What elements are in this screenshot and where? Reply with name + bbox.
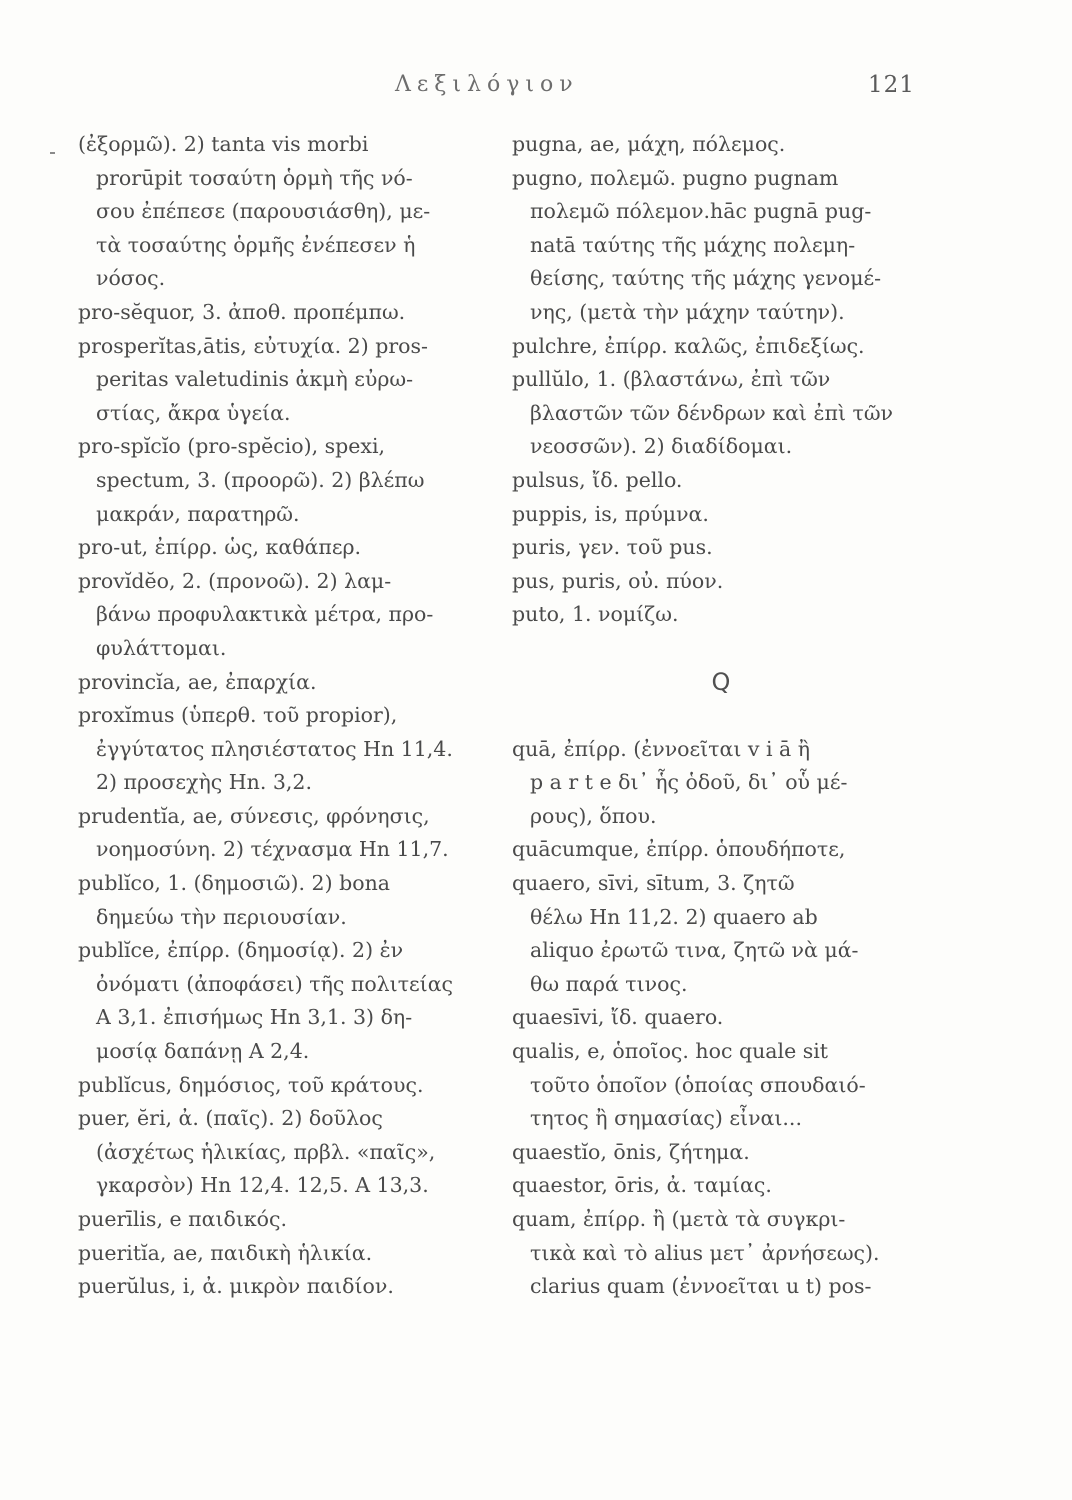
dictionary-line: τικὰ καὶ τὸ alius μετ᾽ ἀρνήσεως). [530, 1240, 880, 1265]
dictionary-line: provĭdĕo, 2. (προνοῶ). 2) λαμ- [78, 568, 392, 593]
dictionary-line: prorūpit τοσαύτη ὁρμὴ τῆς νό- [96, 165, 413, 190]
dictionary-line: prosperĭtas,ātis, εὐτυχία. 2) pros- [78, 333, 428, 358]
dictionary-line: δημεύω τὴν περιουσίαν. [96, 904, 347, 929]
dictionary-line: γκαρσὸν) Hn 12,4. 12,5. A 13,3. [96, 1173, 429, 1198]
dictionary-line: 2) προσεχὴς Hn. 3,2. [96, 770, 312, 795]
dictionary-line: quaestĭo, ōnis, ζήτημα. [512, 1139, 750, 1164]
dictionary-line: puerŭlus, i, ἀ. μικρὸν παιδίον. [78, 1274, 394, 1299]
dictionary-line: βλαστῶν τῶν δένδρων καὶ ἐπὶ τῶν [530, 400, 894, 425]
dictionary-line: A 3,1. ἐπισήμως Hn 3,1. 3) δη- [96, 1005, 413, 1030]
dictionary-line: puris, γεν. τοῦ pus. [512, 535, 713, 560]
dictionary-line: publĭce, ἐπίρρ. (δημοσίᾳ). 2) ἐν [78, 938, 404, 963]
dictionary-line: prudentĭa, ae, σύνεσις, φρόνησις, [78, 803, 430, 828]
entries-q [512, 733, 930, 1304]
section-letter-heading: Q [711, 667, 731, 696]
dictionary-line: μοσίᾳ δαπάνῃ A 2,4. [96, 1039, 310, 1064]
page-number: 121 [868, 72, 915, 98]
dictionary-line: πολεμῶ πόλεμον.hāc pugnā pug- [530, 199, 872, 224]
dictionary-line: ὀνόματι (ἀποφάσει) τῆς πολιτείας [96, 971, 454, 996]
dictionary-line: pus, puris, οὐ. πύον. [512, 568, 724, 593]
dictionary-line: θέλω Hn 11,2. 2) quaero ab [530, 904, 818, 929]
dictionary-line: τοῦτο ὁποῖον (ὁποίας σπουδαιό- [530, 1072, 866, 1097]
dictionary-line: νης, (μετὰ τὴν μάχην ταύτην). [530, 299, 845, 324]
dictionary-line: peritas valetudinis ἀκμὴ εὐρω- [96, 367, 414, 392]
dictionary-line: proxĭmus (ὑπερθ. τοῦ propior), [78, 703, 398, 728]
dictionary-line: pro-sĕquor, 3. ἀποθ. προπέμπω. [78, 299, 406, 324]
dictionary-line: ρους), ὅπου. [530, 803, 657, 828]
dictionary-line: puerīlis, e παιδικός. [78, 1207, 288, 1231]
dictionary-line: pugna, ae, μάχη, πόλεμος. [512, 132, 786, 156]
dictionary-line: quaesīvi, ἴδ. quaero. [512, 1005, 724, 1030]
dictionary-line: τητος ἢ σημασίας) εἶναι... [530, 1106, 802, 1131]
dictionary-line: publĭco, 1. (δημοσιῶ). 2) bona [78, 871, 391, 896]
dictionary-line: νεοσσῶν). 2) διαδίδομαι. [530, 434, 793, 459]
dictionary-line: σου ἐπέπεσε (παρουσιάσθη), με- [96, 199, 431, 224]
dictionary-line: τὰ τοσαύτης ὁρμῆς ἐνέπεσεν ἡ [96, 232, 416, 257]
dictionary-line: puppis, is, πρύμνα. [512, 501, 709, 526]
dictionary-line: puer, ĕri, ἀ. (παῖς). 2) δοῦλος [78, 1106, 383, 1131]
dictionary-line: νόσος. [96, 266, 166, 291]
dictionary-line: spectum, 3. (προορῶ). 2) βλέπω [96, 467, 425, 492]
dictionary-line: νοημοσύνη. 2) τέχνασμα Hn 11,7. [96, 837, 449, 862]
entries-p [512, 128, 930, 632]
dictionary-line: pro-ut, ἐπίρρ. ὡς, καθάπερ. [78, 535, 362, 560]
dictionary-line: στίας, ἄκρα ὑγεία. [96, 400, 291, 425]
dictionary-line: provincĭa, ae, ἐπαρχία. [78, 669, 317, 694]
dictionary-line: natā ταύτης τῆς μάχης πολεμη- [530, 232, 856, 257]
dictionary-line: pro-spĭcĭo (pro-spĕcio), spexi, [78, 434, 386, 459]
dictionary-line: puto, 1. νομίζω. [512, 602, 679, 627]
dictionary-line: pullŭlo, 1. (βλαστάνω, ἐπὶ τῶν [512, 367, 831, 392]
dictionary-line: pulchre, ἐπίρρ. καλῶς, ἐπιδεξίως. [512, 333, 865, 358]
margin-mark [50, 152, 55, 154]
right-column [512, 128, 930, 1304]
dictionary-line: aliquo ἐρωτῶ τινα, ζητῶ νὰ μά- [530, 938, 859, 963]
dictionary-line: qualis, e, ὁποῖος. hoc quale sit [512, 1039, 829, 1064]
dictionary-line: μακράν, παρατηρῶ. [96, 501, 300, 526]
left-column [78, 128, 488, 1304]
dictionary-line: φυλάττομαι. [96, 635, 227, 660]
page-header [0, 72, 1072, 104]
dictionary-line: pulsus, ἴδ. pello. [512, 467, 683, 492]
dictionary-line: θείσης, ταύτης τῆς μάχης γενομέ- [530, 266, 882, 291]
dictionary-line: (ἐξορμῶ). 2) tanta vis morbi [78, 132, 369, 156]
dictionary-line: βάνω προφυλακτικὰ μέτρα, προ- [96, 602, 434, 627]
dictionary-line: θω παρά τινος. [530, 971, 688, 996]
dictionary-line: pugno, πολεμῶ. pugno pugnam [512, 165, 839, 190]
dictionary-line: quā, ἐπίρρ. (ἐννοεῖται v i ā ἢ [512, 736, 811, 761]
dictionary-line: quaestor, ōris, ἀ. ταμίας. [512, 1173, 772, 1198]
dictionary-line: pueritĭa, ae, παιδικὴ ἡλικία. [78, 1240, 373, 1265]
dictionary-line: clarius quam (ἐννοεῖται u t) pos- [530, 1274, 872, 1299]
dictionary-line: ἐγγύτατος πλησιέστατος Hn 11,4. [96, 736, 453, 761]
dictionary-line: p a r t e δι᾽ ἧς ὁδοῦ, δι᾽ οὗ μέ- [530, 770, 848, 795]
dictionary-line: publĭcus, δημόσιος, τοῦ κράτους. [78, 1072, 424, 1097]
dictionary-line: (ἀσχέτως ἡλικίας, πρβλ. «παῖς», [96, 1139, 436, 1164]
dictionary-line: quam, ἐπίρρ. ἢ (μετὰ τὰ συγκρι- [512, 1207, 846, 1232]
running-head: Λεξιλόγιον [395, 72, 579, 97]
dictionary-line: quaero, sīvi, sītum, 3. ζητῶ [512, 871, 795, 896]
dictionary-line: quācumque, ἐπίρρ. ὁπουδήποτε, [512, 837, 846, 862]
